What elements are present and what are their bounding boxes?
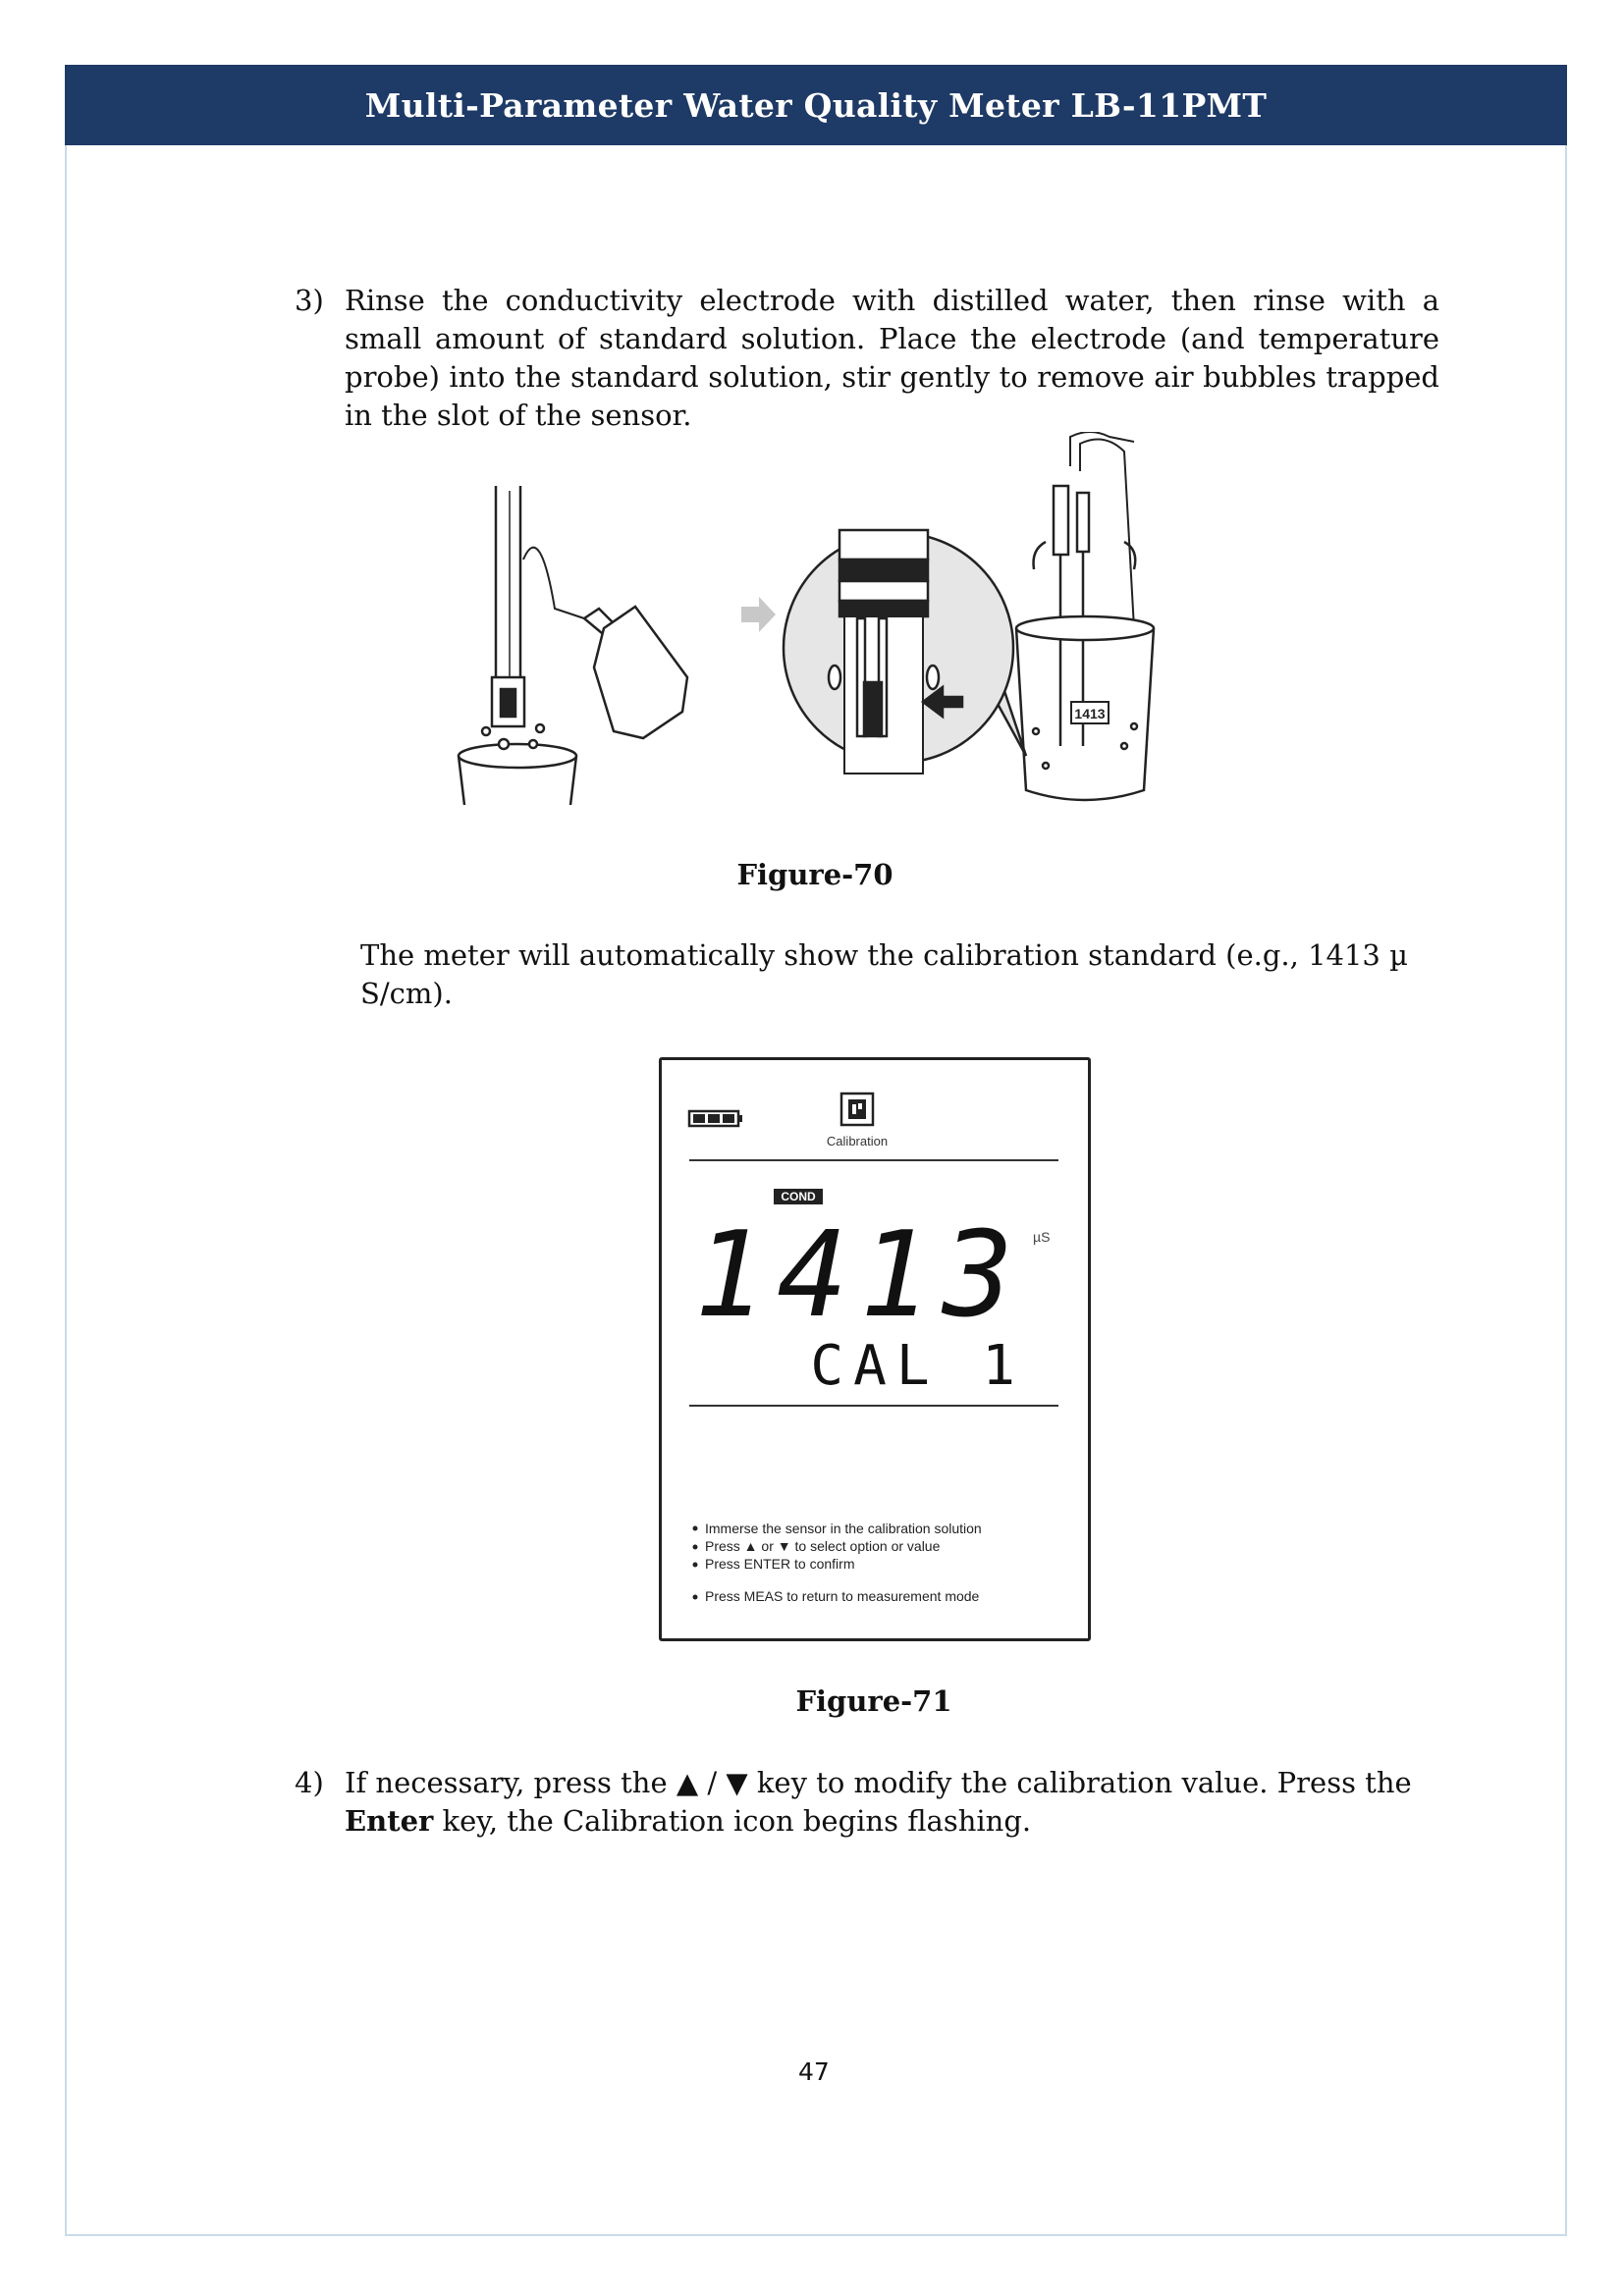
calibration-icon xyxy=(841,1094,873,1125)
header-bar xyxy=(65,65,1567,145)
instruction-item: Press ENTER to confirm xyxy=(705,1556,855,1572)
lcd-content xyxy=(662,1060,1088,1638)
figure-71-caption: Figure-71 xyxy=(795,1684,952,1718)
step-4-text-after: key, the Calibration icon begins flashing. xyxy=(433,1804,1032,1838)
instruction-list xyxy=(693,1521,982,1604)
calibration-mode-label: Calibration xyxy=(826,1134,889,1148)
instruction-item: Immerse the sensor in the calibration solution xyxy=(705,1521,982,1536)
step-3 xyxy=(295,282,1439,439)
page-number: 47 xyxy=(798,2057,830,2086)
enter-key-label: Enter xyxy=(345,1804,434,1838)
figure-71-lcd-display xyxy=(659,1057,1091,1641)
step-text: Rinse the conductivity electrode with distilled water, then rinse with a small amount of standard solution. Place the electrode (and temperature probe) into the standard solution, stir gently to remove air bubbles trapped in the slot of the sensor. xyxy=(345,284,1439,432)
lcd-status: CAL 1 xyxy=(810,1334,1025,1398)
battery-icon xyxy=(689,1111,742,1126)
sensor-magnified-view xyxy=(784,530,1026,774)
document-title: Multi-Parameter Water Quality Meter LB-11PMT xyxy=(364,85,1268,125)
beaker-label: 1413 xyxy=(1074,706,1106,721)
cond-tag-label: COND xyxy=(781,1190,816,1203)
figure-70-illustration xyxy=(447,432,1193,825)
step-number: 3) xyxy=(295,284,324,317)
lcd-unit: µS xyxy=(1033,1229,1051,1245)
calibration-standard-note: The meter will automatically show the calibration standard (e.g., 1413 µ S/cm). xyxy=(360,938,1408,1010)
step-text xyxy=(345,1764,1439,1841)
next-step-arrow xyxy=(741,597,776,632)
step-number: 4) xyxy=(295,1766,324,1799)
figure-70-caption: Figure-70 xyxy=(736,858,893,891)
step-4-text-before: If necessary, press the ▲ / ▼ key to modify the calibration value. Press the xyxy=(345,1766,1412,1799)
instruction-item: Press ▲ or ▼ to select option or value xyxy=(705,1538,941,1554)
instruction-item: Press MEAS to return to measurement mode xyxy=(705,1588,980,1604)
step-4 xyxy=(295,1764,1439,1842)
electrode-rinse-scene xyxy=(459,486,687,805)
beaker-scene xyxy=(1016,432,1154,800)
lcd-value: 1413 xyxy=(694,1207,1025,1344)
